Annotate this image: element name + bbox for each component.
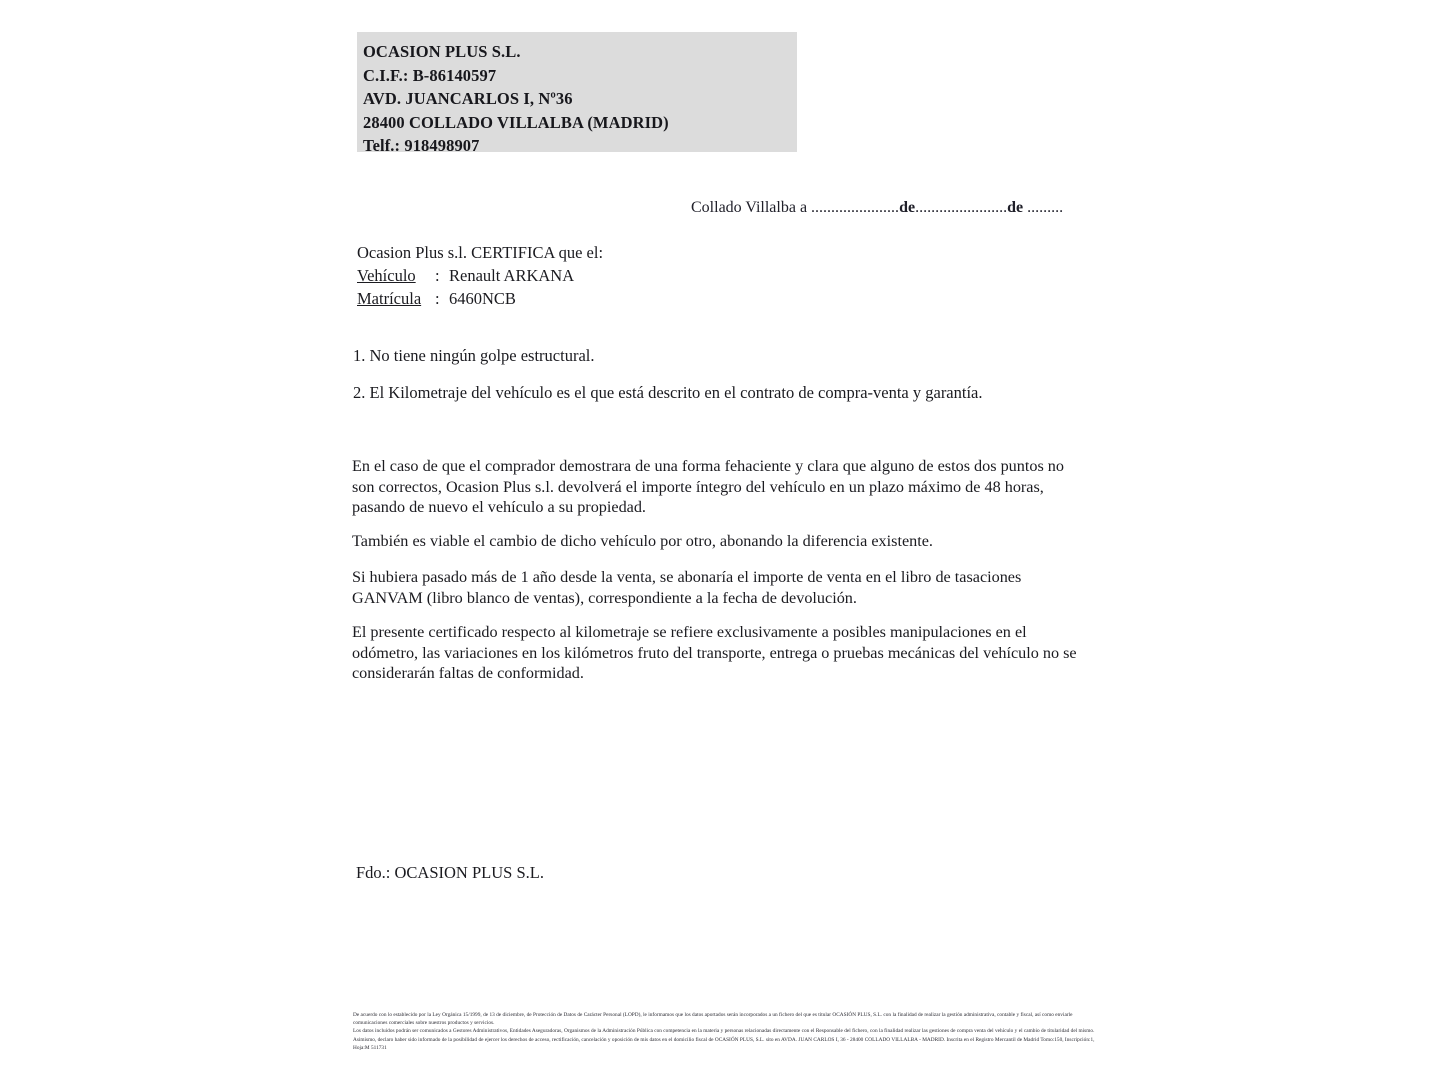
legal-paragraph-data-sharing: Los datos incluidos podrán ser comunicados a Gestores Administrativos, Entidades Aseguradoras, Organismos de la Administración Pública con competencia en la materia y personas relacionadas directamente con el Responsable del fichero, con la finalidad realizar las gestiones de compra venta del vehículo y el cambio de titularidad del mismo. [353,1028,1095,1035]
dateline-de-first: de [899,199,916,216]
dateline-dots-suffix: ......... [1023,199,1064,216]
vehicle-field-row [357,264,574,287]
dateline-place-prefix: Collado Villalba a ...................... [691,199,900,216]
vehicle-field-value: Renault ARKANA [449,266,575,285]
body-paragraph-odometer-scope: El presente certificado respecto al kilometraje se refiere exclusivamente a posibles manipulaciones en el odómetro, las variaciones en los kilómetros fruto del transporte, entrega o pruebas mecánicas del vehículo no se considerarán faltas de conformidad. [352,623,1077,683]
company-tax-id: C.I.F.: B-86140597 [363,65,497,85]
legal-footer [353,1012,1098,1054]
vehicle-field-separator: : [435,266,440,285]
certification-point-1: 1. No tiene ningún golpe estructural. [353,346,595,365]
certification-point-2: 2. El Kilometraje del vehículo es el que está descrito en el contrato de compra-venta y garantía. [353,383,983,402]
dateline-dots-middle: ....................... [915,199,1008,216]
company-name: OCASION PLUS S.L. [363,42,521,61]
plate-field-value: 6460NCB [449,289,516,308]
dateline-de-second: de [1007,199,1024,216]
plate-field-label: Matrícula [357,289,422,308]
plate-field-separator: : [435,289,440,308]
body-paragraph-ganvam-valuation: Si hubiera pasado más de 1 año desde la venta, se abonaría el importe de venta en el libro de tasaciones GANVAM (libro blanco de ventas), correspondiente a la fecha de devolución. [352,568,1022,607]
signature-line: Fdo.: OCASION PLUS S.L. [356,863,544,882]
legal-paragraph-lopd-notice: De acuerdo con lo establecido por la Ley Orgánica 15/1999, de 13 de diciembre, de Protección de Datos de Carácter Personal (LOPD), le informamos que los datos aportados serán incorporados a un fichero del que es titular OCASIÓN PLUS, S.L. con la finalidad de realizar la gestión administrativa, contable y fiscal, así como enviarle comunicaciones comerciales sobre nuestros productos y servicios. [353,1012,1073,1026]
company-city-address: 28400 COLLADO VILLALBA (MADRID) [363,112,669,132]
company-phone: Telf.: 918498907 [363,136,480,155]
body-paragraph-vehicle-exchange: También es viable el cambio de dicho vehículo por otro, abonando la diferencia existente. [352,532,933,550]
certifies-heading: Ocasion Plus s.l. CERTIFICA que el: [357,243,604,262]
legal-paragraph-rights-registry: Asimismo, declaro haber sido informado de la posibilidad de ejercer los derechos de acceso, rectificación, cancelación y oposición de mis datos en el domicilio fiscal de OCASIÓN PLUS, S.L. sito en AVDA. JUAN CARLOS I, 36 - 28400 COLLADO VILLALBA - MADRID. Inscrita en el Registro Mercantil de Madrid Tomo:150, Inscripción:1, Hoja:M 511731 [353,1037,1095,1051]
vehicle-field-label: Vehículo [357,266,416,285]
company-letterhead-block [357,32,797,155]
body-paragraph-refund-terms: En el caso de que el comprador demostrara de una forma fehaciente y clara que alguno de estos dos puntos no son correctos, Ocasion Plus s.l. devolverá el importe íntegro del vehículo en un plazo máximo de 48 horas, pasando de nuevo el vehículo a su propiedad. [352,457,1064,517]
company-street-address: AVD. JUANCARLOS I, Nº36 [363,89,573,108]
plate-field-row [357,287,516,310]
dateline [691,198,1063,218]
